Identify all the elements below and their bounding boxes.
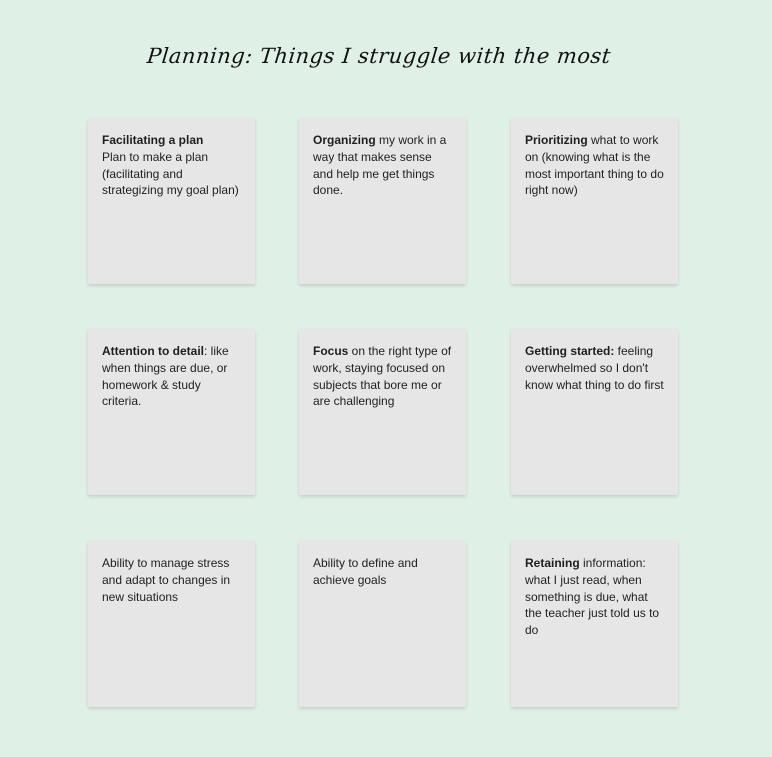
note-body: : like when things are due, or homework & study criteria.: [102, 344, 229, 409]
note-body: on the right type of work, staying focused on subjects that bore me or are challenging: [313, 344, 452, 409]
note-heading: Facilitating a plan: [102, 133, 204, 147]
note-heading: Attention to detail: [102, 344, 204, 358]
sticky-note-retaining[interactable]: [511, 541, 678, 707]
note-heading: Prioritizing: [525, 133, 588, 147]
note-body: Plan to make a plan (facilitating and strategizing my goal plan): [102, 149, 239, 198]
note-heading: Focus: [313, 344, 349, 358]
sticky-note-focus[interactable]: [299, 329, 466, 495]
note-heading: Getting started:: [525, 344, 615, 358]
sticky-note-getting-started[interactable]: [511, 329, 678, 495]
note-heading: Organizing: [313, 133, 376, 147]
sticky-note-manage-stress[interactable]: [88, 541, 255, 707]
note-heading: Retaining: [525, 556, 580, 570]
note-body: information: what I just read, when something is due, what the teacher just told us to do: [525, 556, 660, 638]
sticky-note-attention-to-detail[interactable]: [88, 329, 255, 495]
sticky-note-organizing[interactable]: [299, 118, 466, 284]
note-body: what to work on (knowing what is the most important thing to do right now): [525, 133, 664, 198]
sticky-note-define-goals[interactable]: [299, 541, 466, 707]
note-body: Ability to manage stress and adapt to changes in new situations: [102, 556, 231, 604]
sticky-note-facilitating[interactable]: [88, 118, 255, 284]
note-body: my work in a way that makes sense and help me get things done.: [313, 133, 447, 198]
note-body: feeling overwhelmed so I don't know what thing to do first: [525, 344, 664, 392]
board-title: Planning: Things I struggle with the most: [145, 44, 613, 68]
note-body: Ability to define and achieve goals: [313, 556, 418, 587]
sticky-note-prioritizing[interactable]: [511, 118, 678, 284]
